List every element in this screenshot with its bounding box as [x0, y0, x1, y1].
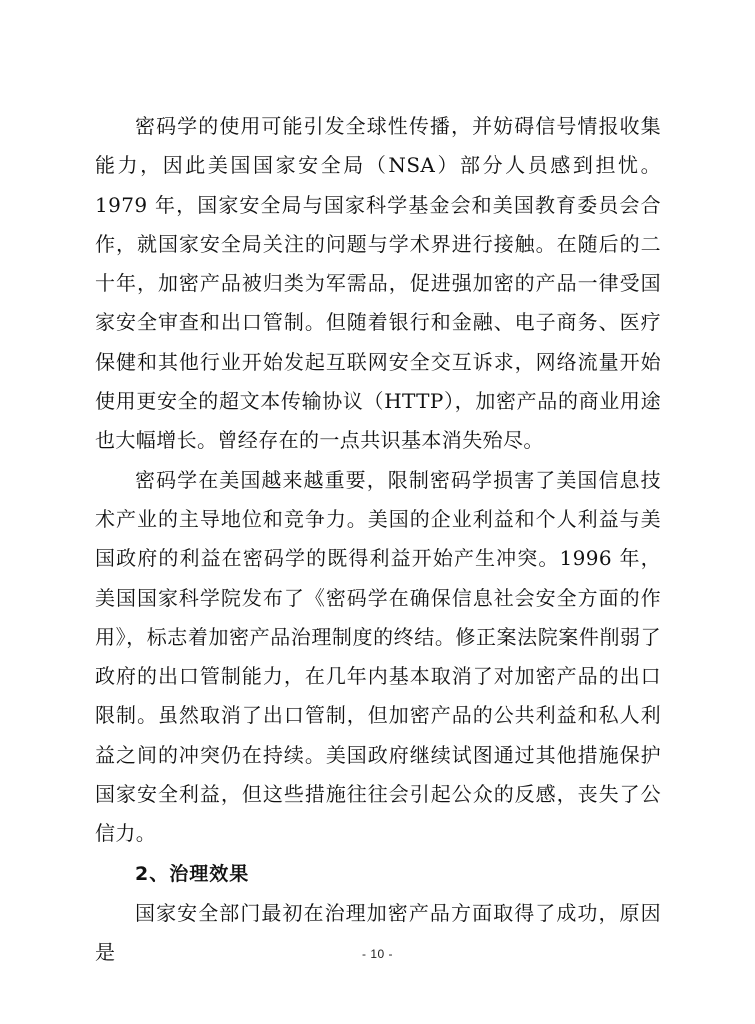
paragraph-governance-effect: 国家安全部门最初在治理加密产品方面取得了成功，原因是: [95, 900, 661, 964]
page-body: [95, 107, 661, 972]
paragraph-cryptography-importance: 密码学在美国越来越重要，限制密码学损害了美国信息技术产业的主导地位和竞争力。美国的企业利益和个人利益与美国政府的利益在密码学的既得利益开始产生冲突。1996 年，美国国家科学院发布了《密码学在确保信息社会安全方面的作用》，标志着加密产品治理制度的终结。修正案法院案件削弱了政府的出口管制能力，在几年内基本取消了对加密产品的出口限制。虽然取消了出口管制，但加密产品的公共利益和私人利益之间的冲突仍在持续。美国政府继续试图通过其他措施保护国家安全利益，但这些措施往往会引起公众的反感，丧失了公信力。: [95, 467, 661, 846]
section-heading: 2、治理效果: [135, 862, 250, 885]
page-number: - 10 -: [361, 947, 393, 961]
paragraph-nsa-concerns: 密码学的使用可能引发全球性传播，并妨碍信号情报收集能力，因此美国国家安全局（NSA）部分人员感到担忧。1979 年，国家安全局与国家科学基金会和美国教育委员会合作，就国家安全局关注的问题与学术界进行接触。在随后的二十年，加密产品被归类为军需品，促进强加密的产品一律受国家安全审查和出口管制。但随着银行和金融、电子商务、医疗保健和其他行业开始发起互联网安全交互诉求，网络流量开始使用更安全的超文本传输协议（HTTP），加密产品的商业用途也大幅增长。曾经存在的一点共识基本消失殆尽。: [95, 114, 661, 453]
